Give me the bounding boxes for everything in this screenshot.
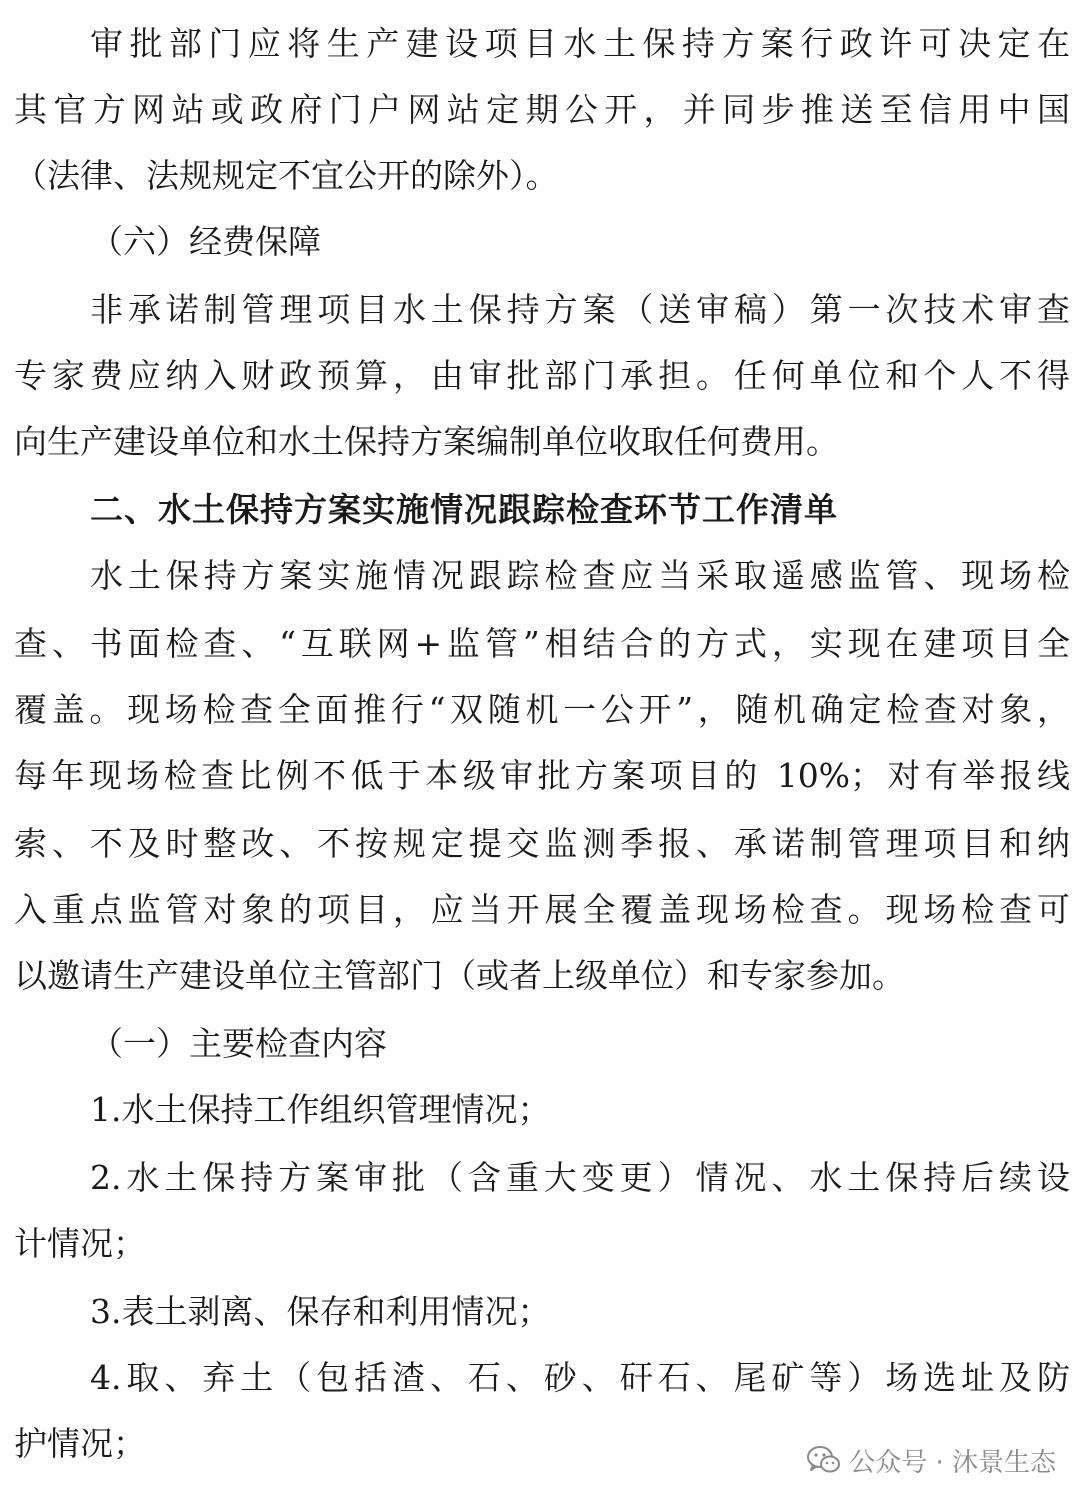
list-item: 4.取、弃土（包括渣、石、砂、矸石、尾矿等）场选址及防 — [90, 1358, 1070, 1397]
list-item: 3.表土剥离、保存和利用情况； — [90, 1292, 551, 1331]
paragraph-line: 覆盖。现场检查全面推行“双随机一公开”，随机确定检查对象， — [14, 690, 1070, 729]
section-heading: （一）主要检查内容 — [90, 1024, 387, 1063]
paragraph-line: 入重点监管对象的项目，应当开展全覆盖现场检查。现场检查可 — [14, 890, 1070, 929]
paragraph-line: 以邀请生产建设单位主管部门（或者上级单位）和专家参加。 — [14, 956, 905, 995]
watermark — [807, 1440, 1056, 1480]
list-item: 1.水土保持工作组织管理情况； — [90, 1090, 551, 1129]
paragraph-line: 水土保持方案实施情况跟踪检查应当采取遥感监管、现场检 — [90, 556, 1070, 595]
paragraph-line: 索、不及时整改、不按规定提交监测季报、承诺制管理项目和纳 — [14, 824, 1070, 863]
chapter-heading: 二、水土保持方案实施情况跟踪检查环节工作清单 — [90, 490, 838, 529]
paragraph-line: 审批部门应将生产建设项目水土保持方案行政许可决定在 — [90, 24, 1070, 63]
paragraph-line: 查、书面检查、“互联网+监管”相结合的方式，实现在建项目全 — [14, 624, 1070, 663]
paragraph-line: 每年现场检查比例不低于本级审批方案项目的 10%；对有举报线 — [14, 756, 1070, 795]
paragraph-line: 专家费应纳入财政预算，由审批部门承担。任何单位和个人不得 — [14, 356, 1070, 395]
paragraph-line: 向生产建设单位和水土保持方案编制单位收取任何费用。 — [14, 422, 839, 461]
wechat-icon — [807, 1445, 841, 1475]
list-item-continuation: 计情况； — [14, 1224, 146, 1263]
list-item: 2.水土保持方案审批（含重大变更）情况、水土保持后续设 — [90, 1158, 1070, 1197]
section-heading: （六）经费保障 — [90, 222, 321, 261]
paragraph-line: 其官方网站或政府门户网站定期公开，并同步推送至信用中国 — [14, 90, 1070, 129]
list-item-continuation: 护情况； — [14, 1424, 146, 1463]
paragraph-line: 非承诺制管理项目水土保持方案（送审稿）第一次技术审查 — [90, 290, 1070, 329]
paragraph-line: （法律、法规规定不宜公开的除外）。 — [14, 156, 559, 195]
watermark-text: 公众号 · 沐景生态 — [849, 1447, 1056, 1478]
